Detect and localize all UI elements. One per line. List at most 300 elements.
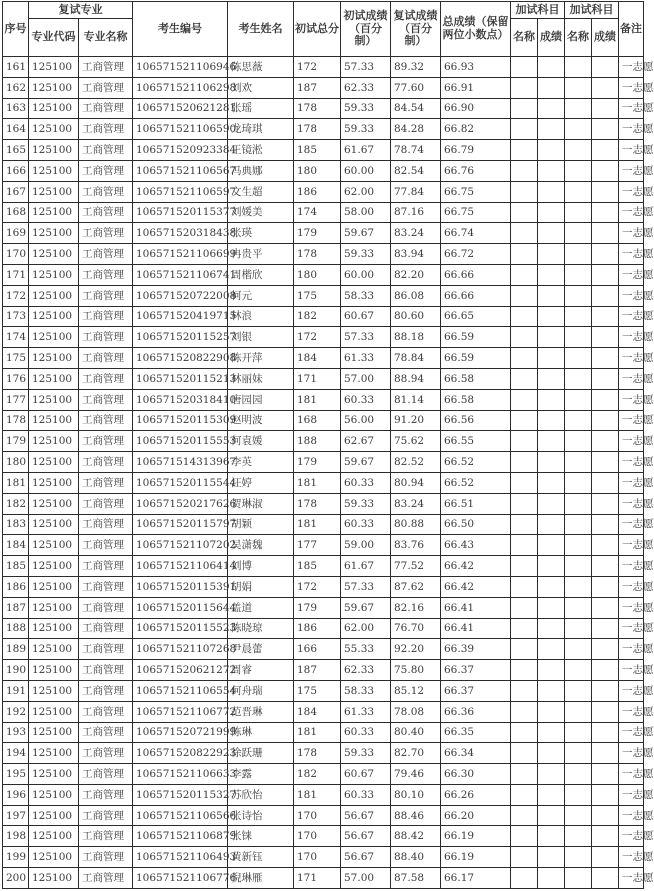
cell-extra2-name — [565, 826, 592, 847]
cell-major-code: 125100 — [29, 264, 79, 285]
cell-initial-pct: 60.67 — [341, 764, 391, 785]
cell-remark: 一志愿 — [619, 98, 644, 119]
cell-no: 192 — [3, 701, 29, 722]
table-row — [3, 244, 644, 265]
table-row — [3, 410, 644, 431]
cell-no: 169 — [3, 223, 29, 244]
cell-remark: 一志愿 — [619, 472, 644, 493]
cell-extra2-score — [592, 805, 619, 826]
cell-extra1-name — [511, 576, 538, 597]
cell-extra2-name — [565, 327, 592, 348]
cell-remark: 一志愿 — [619, 140, 644, 161]
cell-final-score: 66.91 — [441, 77, 511, 98]
cell-major-code: 125100 — [29, 784, 79, 805]
cell-extra1-score — [538, 77, 565, 98]
cell-final-score: 66.35 — [441, 722, 511, 743]
cell-initial-pct: 59.67 — [341, 223, 391, 244]
cell-extra2-score — [592, 181, 619, 202]
cell-extra2-score — [592, 847, 619, 868]
cell-major-name: 工商管理 — [79, 576, 133, 597]
cell-initial-pct: 57.33 — [341, 576, 391, 597]
cell-initial-total: 186 — [294, 618, 341, 639]
cell-retest-pct: 77.84 — [391, 181, 441, 202]
cell-initial-pct: 59.33 — [341, 743, 391, 764]
cell-extra2-name — [565, 202, 592, 223]
cell-major-name: 工商管理 — [79, 639, 133, 660]
cell-candidate-id: 106571520115327 — [133, 784, 228, 805]
cell-final-score: 66.65 — [441, 306, 511, 327]
cell-major-code: 125100 — [29, 181, 79, 202]
cell-initial-pct: 62.33 — [341, 77, 391, 98]
cell-major-name: 工商管理 — [79, 722, 133, 743]
cell-extra1-score — [538, 847, 565, 868]
cell-candidate-id: 106571520722008 — [133, 285, 228, 306]
cell-extra1-name — [511, 57, 538, 78]
cell-final-score: 66.75 — [441, 181, 511, 202]
table-row — [3, 348, 644, 369]
cell-initial-pct: 56.00 — [341, 410, 391, 431]
cell-no: 186 — [3, 576, 29, 597]
table-row — [3, 764, 644, 785]
cell-candidate-id: 106571520822908 — [133, 348, 228, 369]
cell-final-score: 66.66 — [441, 264, 511, 285]
cell-candidate-id: 106571521106554 — [133, 680, 228, 701]
cell-no: 198 — [3, 826, 29, 847]
cell-extra2-score — [592, 826, 619, 847]
cell-extra1-score — [538, 472, 565, 493]
cell-extra2-score — [592, 701, 619, 722]
table-row — [3, 181, 644, 202]
cell-major-name: 工商管理 — [79, 784, 133, 805]
cell-major-name: 工商管理 — [79, 452, 133, 473]
cell-initial-total: 181 — [294, 514, 341, 535]
cell-extra1-name — [511, 98, 538, 119]
table-row — [3, 576, 644, 597]
cell-major-code: 125100 — [29, 743, 79, 764]
cell-candidate-id: 106571521106567 — [133, 160, 228, 181]
cell-extra1-name — [511, 639, 538, 660]
cell-extra2-name — [565, 57, 592, 78]
cell-remark: 一志愿 — [619, 285, 644, 306]
cell-major-name: 工商管理 — [79, 764, 133, 785]
cell-remark: 一志愿 — [619, 805, 644, 826]
cell-candidate-name: 刘博 — [228, 556, 294, 577]
cell-extra1-score — [538, 327, 565, 348]
cell-extra2-score — [592, 327, 619, 348]
cell-extra1-score — [538, 452, 565, 473]
cell-extra2-score — [592, 223, 619, 244]
cell-major-name: 工商管理 — [79, 140, 133, 161]
cell-extra1-name — [511, 722, 538, 743]
cell-retest-pct: 80.88 — [391, 514, 441, 535]
cell-major-name: 工商管理 — [79, 160, 133, 181]
cell-final-score: 66.58 — [441, 368, 511, 389]
cell-extra2-score — [592, 514, 619, 535]
cell-initial-total: 181 — [294, 784, 341, 805]
cell-remark: 一志愿 — [619, 576, 644, 597]
cell-extra1-name — [511, 264, 538, 285]
cell-extra1-name — [511, 244, 538, 265]
cell-major-code: 125100 — [29, 868, 79, 889]
cell-remark: 一志愿 — [619, 452, 644, 473]
cell-final-score: 66.66 — [441, 285, 511, 306]
cell-final-score: 66.52 — [441, 452, 511, 473]
cell-initial-total: 181 — [294, 472, 341, 493]
cell-candidate-name: 冉贵平 — [228, 244, 294, 265]
results-tbody — [3, 57, 654, 889]
cell-major-code: 125100 — [29, 223, 79, 244]
cell-remark: 一志愿 — [619, 327, 644, 348]
cell-extra2-name — [565, 722, 592, 743]
cell-no: 167 — [3, 181, 29, 202]
cell-final-score: 66.79 — [441, 140, 511, 161]
cell-major-name: 工商管理 — [79, 597, 133, 618]
cell-extra2-name — [565, 514, 592, 535]
cell-initial-pct: 59.00 — [341, 535, 391, 556]
cell-extra2-name — [565, 472, 592, 493]
cell-retest-pct: 79.46 — [391, 764, 441, 785]
cell-initial-total: 174 — [294, 202, 341, 223]
cell-extra1-score — [538, 639, 565, 660]
cell-major-name: 工商管理 — [79, 57, 133, 78]
cell-no: 189 — [3, 639, 29, 660]
cell-extra1-score — [538, 57, 565, 78]
cell-remark: 一志愿 — [619, 57, 644, 78]
cell-no: 181 — [3, 472, 29, 493]
cell-initial-total: 180 — [294, 160, 341, 181]
cell-no: 187 — [3, 597, 29, 618]
cell-major-name: 工商管理 — [79, 431, 133, 452]
cell-no: 177 — [3, 389, 29, 410]
cell-retest-pct: 82.20 — [391, 264, 441, 285]
cell-final-score: 66.50 — [441, 514, 511, 535]
table-row — [3, 327, 644, 348]
cell-remark: 一志愿 — [619, 597, 644, 618]
cell-extra2-name — [565, 493, 592, 514]
cell-extra1-name — [511, 431, 538, 452]
cell-extra1-name — [511, 535, 538, 556]
cell-extra1-name — [511, 202, 538, 223]
cell-final-score: 66.55 — [441, 431, 511, 452]
cell-extra2-score — [592, 556, 619, 577]
cell-no: 196 — [3, 784, 29, 805]
cell-initial-pct: 62.00 — [341, 181, 391, 202]
cell-initial-pct: 60.00 — [341, 160, 391, 181]
cell-candidate-name: 周睿 — [228, 660, 294, 681]
cell-extra2-score — [592, 306, 619, 327]
cell-initial-pct: 55.33 — [341, 639, 391, 660]
cell-candidate-name: 周楷欣 — [228, 264, 294, 285]
cell-extra2-score — [592, 348, 619, 369]
cell-extra1-score — [538, 98, 565, 119]
cell-retest-pct: 77.52 — [391, 556, 441, 577]
cell-major-code: 125100 — [29, 202, 79, 223]
cell-remark: 一志愿 — [619, 701, 644, 722]
cell-extra1-name — [511, 764, 538, 785]
cell-extra1-score — [538, 244, 565, 265]
cell-candidate-id: 106571521106776 — [133, 868, 228, 889]
cell-initial-total: 175 — [294, 285, 341, 306]
cell-candidate-id: 106571520318410 — [133, 389, 228, 410]
table-row — [3, 743, 644, 764]
cell-extra2-score — [592, 472, 619, 493]
cell-remark: 一志愿 — [619, 244, 644, 265]
cell-extra1-name — [511, 368, 538, 389]
retest-score-table — [2, 1, 654, 889]
table-row — [3, 368, 644, 389]
cell-candidate-name: 陈琳 — [228, 722, 294, 743]
cell-candidate-id: 106571520621272 — [133, 660, 228, 681]
cell-final-score: 66.74 — [441, 223, 511, 244]
cell-candidate-name: 何舟瑞 — [228, 680, 294, 701]
table-row — [3, 805, 644, 826]
cell-extra1-score — [538, 805, 565, 826]
cell-extra2-score — [592, 410, 619, 431]
cell-extra2-score — [592, 244, 619, 265]
cell-extra1-name — [511, 784, 538, 805]
cell-candidate-id: 106571521107202 — [133, 535, 228, 556]
cell-candidate-id: 106571521106879 — [133, 826, 228, 847]
cell-extra2-name — [565, 389, 592, 410]
cell-no: 199 — [3, 847, 29, 868]
cell-final-score: 66.43 — [441, 535, 511, 556]
cell-retest-pct: 88.94 — [391, 368, 441, 389]
cell-major-name: 工商管理 — [79, 701, 133, 722]
cell-major-code: 125100 — [29, 57, 79, 78]
cell-major-code: 125100 — [29, 514, 79, 535]
cell-retest-pct: 84.28 — [391, 119, 441, 140]
cell-retest-pct: 92.20 — [391, 639, 441, 660]
cell-extra1-score — [538, 743, 565, 764]
cell-extra1-name — [511, 285, 538, 306]
cell-extra2-name — [565, 244, 592, 265]
cell-major-code: 125100 — [29, 431, 79, 452]
cell-candidate-name: 王镜淞 — [228, 140, 294, 161]
table-row — [3, 306, 644, 327]
cell-initial-pct: 59.33 — [341, 98, 391, 119]
cell-no: 178 — [3, 410, 29, 431]
cell-extra1-score — [538, 556, 565, 577]
cell-major-name: 工商管理 — [79, 743, 133, 764]
table-row — [3, 701, 644, 722]
cell-extra1-score — [538, 597, 565, 618]
cell-initial-pct: 60.33 — [341, 514, 391, 535]
cell-candidate-id: 106571520217626 — [133, 493, 228, 514]
table-row — [3, 514, 644, 535]
cell-no: 175 — [3, 348, 29, 369]
cell-extra1-score — [538, 576, 565, 597]
cell-retest-pct: 89.32 — [391, 57, 441, 78]
cell-retest-pct: 78.84 — [391, 348, 441, 369]
cell-major-name: 工商管理 — [79, 285, 133, 306]
cell-major-code: 125100 — [29, 597, 79, 618]
cell-remark: 一志愿 — [619, 556, 644, 577]
cell-retest-pct: 87.62 — [391, 576, 441, 597]
cell-extra1-name — [511, 868, 538, 889]
cell-extra2-name — [565, 556, 592, 577]
cell-initial-total: 185 — [294, 140, 341, 161]
table-row — [3, 57, 644, 78]
table-row — [3, 202, 644, 223]
header-major-name: 专业名称 — [79, 19, 133, 57]
cell-extra2-name — [565, 639, 592, 660]
table-row — [3, 680, 644, 701]
cell-candidate-name: 林浪 — [228, 306, 294, 327]
cell-extra2-name — [565, 264, 592, 285]
cell-major-name: 工商管理 — [79, 680, 133, 701]
cell-final-score: 66.19 — [441, 826, 511, 847]
cell-extra1-score — [538, 285, 565, 306]
cell-extra1-name — [511, 348, 538, 369]
cell-no: 173 — [3, 306, 29, 327]
cell-retest-pct: 83.94 — [391, 244, 441, 265]
cell-extra2-score — [592, 264, 619, 285]
cell-extra1-name — [511, 680, 538, 701]
table-row — [3, 472, 644, 493]
cell-extra1-name — [511, 452, 538, 473]
cell-no: 190 — [3, 660, 29, 681]
cell-final-score: 66.56 — [441, 410, 511, 431]
cell-major-name: 工商管理 — [79, 244, 133, 265]
cell-major-code: 125100 — [29, 472, 79, 493]
cell-candidate-name: 汪婷 — [228, 472, 294, 493]
cell-extra2-score — [592, 784, 619, 805]
cell-candidate-id: 106571521106633 — [133, 764, 228, 785]
cell-candidate-name: 刘银 — [228, 327, 294, 348]
cell-major-code: 125100 — [29, 680, 79, 701]
cell-candidate-id: 106571520115213 — [133, 368, 228, 389]
cell-remark: 一志愿 — [619, 535, 644, 556]
cell-remark: 一志愿 — [619, 264, 644, 285]
table-row — [3, 431, 644, 452]
cell-initial-pct: 61.33 — [341, 701, 391, 722]
cell-no: 179 — [3, 431, 29, 452]
cell-extra2-name — [565, 597, 592, 618]
cell-extra1-name — [511, 743, 538, 764]
cell-major-code: 125100 — [29, 160, 79, 181]
table-row — [3, 660, 644, 681]
cell-extra1-name — [511, 618, 538, 639]
cell-initial-pct: 61.67 — [341, 556, 391, 577]
cell-extra1-score — [538, 410, 565, 431]
cell-major-code: 125100 — [29, 826, 79, 847]
cell-extra2-name — [565, 743, 592, 764]
cell-candidate-name: 胡娟 — [228, 576, 294, 597]
cell-final-score: 66.75 — [441, 202, 511, 223]
cell-major-name: 工商管理 — [79, 805, 133, 826]
cell-remark: 一志愿 — [619, 160, 644, 181]
cell-initial-total: 178 — [294, 493, 341, 514]
cell-remark: 一志愿 — [619, 660, 644, 681]
cell-candidate-id: 106571521107268 — [133, 639, 228, 660]
cell-major-name: 工商管理 — [79, 98, 133, 119]
cell-initial-total: 179 — [294, 597, 341, 618]
cell-initial-total: 179 — [294, 223, 341, 244]
cell-extra1-name — [511, 597, 538, 618]
cell-no: 168 — [3, 202, 29, 223]
cell-major-code: 125100 — [29, 805, 79, 826]
cell-extra2-name — [565, 160, 592, 181]
cell-initial-total: 184 — [294, 348, 341, 369]
cell-extra1-score — [538, 493, 565, 514]
table-row — [3, 597, 644, 618]
cell-no: 174 — [3, 327, 29, 348]
cell-candidate-id: 106571521106493 — [133, 847, 228, 868]
header-major-code: 专业代码 — [29, 19, 79, 57]
cell-candidate-name: 何袁媛 — [228, 431, 294, 452]
cell-retest-pct: 76.70 — [391, 618, 441, 639]
cell-initial-total: 175 — [294, 680, 341, 701]
cell-no: 200 — [3, 868, 29, 889]
cell-major-code: 125100 — [29, 244, 79, 265]
cell-major-name: 工商管理 — [79, 264, 133, 285]
cell-major-name: 工商管理 — [79, 77, 133, 98]
cell-candidate-id: 106571520115257 — [133, 327, 228, 348]
cell-final-score: 66.36 — [441, 701, 511, 722]
cell-no: 166 — [3, 160, 29, 181]
cell-initial-total: 172 — [294, 576, 341, 597]
cell-initial-total: 168 — [294, 410, 341, 431]
cell-final-score: 66.42 — [441, 556, 511, 577]
cell-extra1-name — [511, 410, 538, 431]
cell-extra2-score — [592, 743, 619, 764]
header-remark: 备注 — [619, 2, 644, 57]
cell-final-score: 66.34 — [441, 743, 511, 764]
header-final-score: 总成绩（保留两位小数点） — [441, 2, 511, 57]
cell-extra1-score — [538, 826, 565, 847]
cell-major-code: 125100 — [29, 618, 79, 639]
cell-extra2-score — [592, 597, 619, 618]
cell-remark: 一志愿 — [619, 618, 644, 639]
table-row — [3, 722, 644, 743]
cell-major-code: 125100 — [29, 847, 79, 868]
table-row — [3, 77, 644, 98]
cell-extra2-score — [592, 452, 619, 473]
header-initial-total: 初试总分 — [294, 2, 341, 57]
cell-no: 163 — [3, 98, 29, 119]
cell-major-name: 工商管理 — [79, 660, 133, 681]
table-row — [3, 452, 644, 473]
cell-initial-pct: 58.33 — [341, 285, 391, 306]
cell-candidate-id: 106571521106414 — [133, 556, 228, 577]
cell-no: 165 — [3, 140, 29, 161]
cell-candidate-id: 106571520115377 — [133, 202, 228, 223]
cell-candidate-name: 赵明波 — [228, 410, 294, 431]
cell-retest-pct: 88.18 — [391, 327, 441, 348]
cell-candidate-name: 黄新钰 — [228, 847, 294, 868]
cell-extra2-score — [592, 202, 619, 223]
cell-final-score: 66.41 — [441, 618, 511, 639]
cell-extra2-score — [592, 639, 619, 660]
cell-candidate-id: 106571521106741 — [133, 264, 228, 285]
cell-major-name: 工商管理 — [79, 535, 133, 556]
cell-extra2-name — [565, 181, 592, 202]
cell-candidate-id: 106571520721999 — [133, 722, 228, 743]
cell-initial-pct: 57.33 — [341, 327, 391, 348]
cell-extra1-name — [511, 660, 538, 681]
cell-final-score: 66.93 — [441, 57, 511, 78]
cell-extra2-score — [592, 764, 619, 785]
cell-extra1-score — [538, 618, 565, 639]
cell-initial-pct: 59.67 — [341, 597, 391, 618]
cell-extra1-score — [538, 160, 565, 181]
cell-candidate-name: 龙琦琪 — [228, 119, 294, 140]
cell-major-name: 工商管理 — [79, 202, 133, 223]
cell-extra1-score — [538, 722, 565, 743]
cell-initial-total: 187 — [294, 660, 341, 681]
cell-extra2-score — [592, 576, 619, 597]
cell-remark: 一志愿 — [619, 493, 644, 514]
